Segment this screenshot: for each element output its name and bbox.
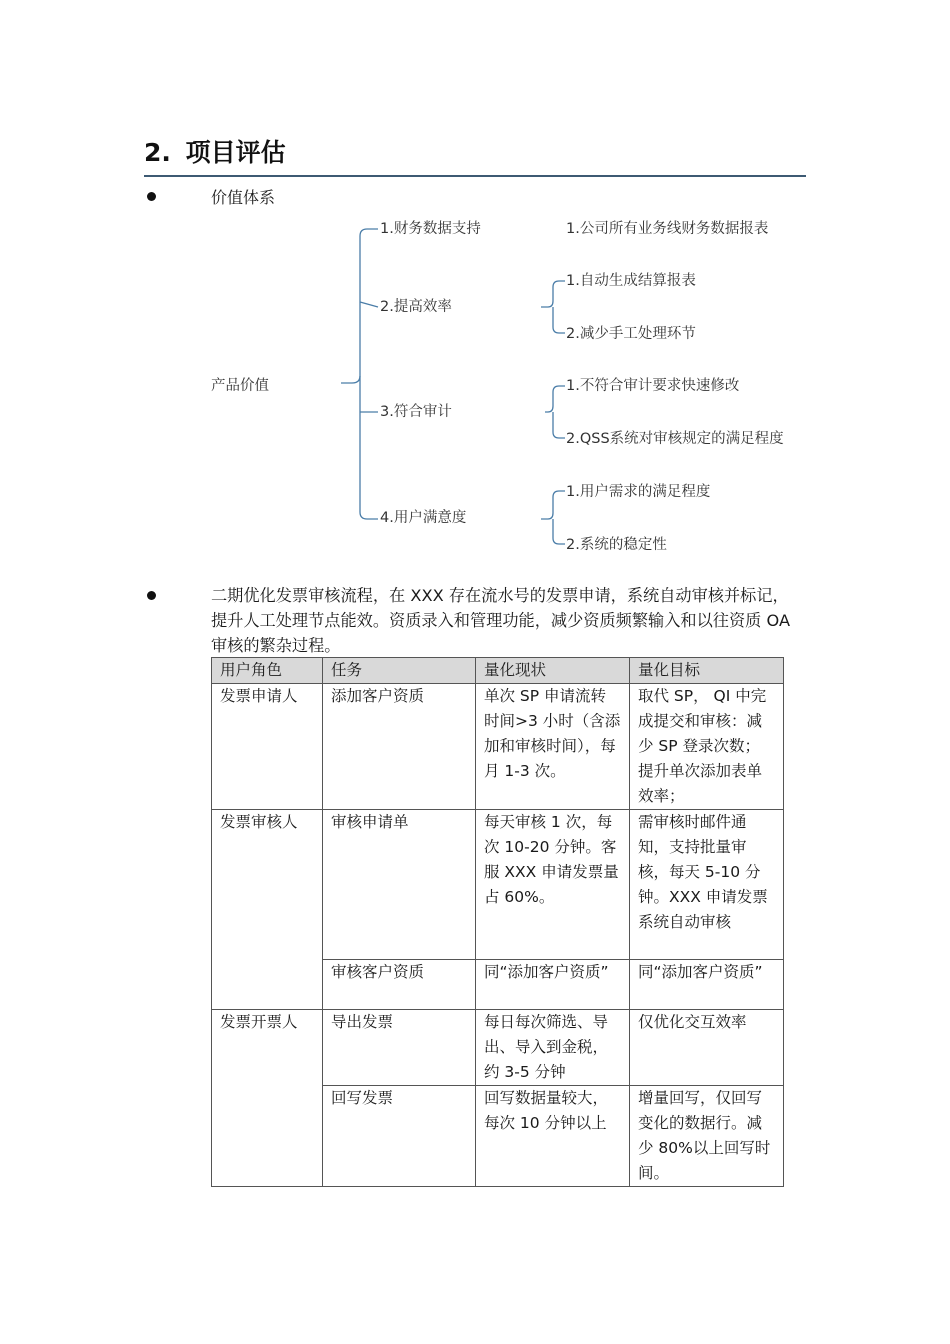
cell-task: 回写发票: [323, 1086, 476, 1187]
cell-status: 每天审核 1 次，每次 10-20 分钟。客服 XXX 申请发票量占 60%。: [476, 810, 630, 960]
cell-target: 增量回写，仅回写变化的数据行。减少 80%以上回写时间。: [630, 1086, 784, 1187]
connector-b3-c2: [553, 412, 565, 438]
column-header: 用户角色: [212, 658, 323, 684]
table-header-row: [212, 658, 784, 684]
column-header: 任务: [323, 658, 476, 684]
cell-role: 发票申请人: [212, 684, 323, 810]
cell-task: 添加客户资质: [323, 684, 476, 810]
branch-child: 2.QSS系统对审核规定的满足程度: [566, 431, 784, 447]
branch-child: 2.系统的稳定性: [566, 537, 667, 553]
quantification-table: [211, 657, 784, 1187]
table-row: [212, 684, 784, 810]
cell-status: 单次 SP 申请流转时间>3 小时（含添加和审核时间），每月 1-3 次。: [476, 684, 630, 810]
cell-status: 回写数据量较大，每次 10 分钟以上: [476, 1086, 630, 1187]
cell-task: 审核客户资质: [323, 960, 476, 1010]
section-title: 项目评估: [185, 138, 286, 167]
mindmap-connectors: [0, 0, 950, 600]
table-row: [212, 810, 784, 960]
section-number: 2.: [144, 138, 171, 167]
branch-label: 4.用户满意度: [380, 510, 467, 526]
connector-b2-c2: [553, 307, 565, 333]
cell-role: 发票开票人: [212, 1010, 323, 1187]
value-mindmap: [0, 0, 950, 600]
branch-child: 1.公司所有业务线财务数据报表: [566, 221, 769, 237]
column-header: 量化目标: [630, 658, 784, 684]
branch-child: 2.减少手工处理环节: [566, 326, 696, 342]
cell-status: 每日每次筛选、导出、导入到金税，约 3-5 分钟: [476, 1010, 630, 1086]
connector-b4-c2: [553, 519, 565, 544]
cell-target: 需审核时邮件通知，支持批量审核，每天 5-10 分钟。XXX 申请发票系统自动审核: [630, 810, 784, 960]
bullet-value-system: 价值体系: [211, 188, 276, 207]
column-header: 量化现状: [476, 658, 630, 684]
connector-root-branch2: [360, 302, 378, 307]
branch-child: 1.不符合审计要求快速修改: [566, 378, 740, 394]
branch-child: 1.用户需求的满足程度: [566, 484, 711, 500]
cell-role: 发票审核人: [212, 810, 323, 1010]
connector-root-branch4: [360, 376, 378, 519]
cell-task: 导出发票: [323, 1010, 476, 1086]
connector-b3-c1: [545, 386, 565, 412]
connector-b2-c1: [541, 281, 565, 307]
branch-label: 1.财务数据支持: [380, 221, 481, 237]
cell-status: 同“添加客户资质”: [476, 960, 630, 1010]
branch-label: 2.提高效率: [380, 299, 452, 315]
cell-target: 同“添加客户资质”: [630, 960, 784, 1010]
mindmap-root: 产品价值: [211, 378, 269, 394]
cell-target: 取代 SP， QI 中完成提交和审核：减少 SP 登录次数；提升单次添加表单效率；: [630, 684, 784, 810]
bullet-dot: [147, 591, 156, 600]
bullet-invoice-optimization: 二期优化发票审核流程，在 XXX 存在流水号的发票申请，系统自动审核并标记，提升人工处理节点能效。资质录入和管理功能，减少资质频繁输入和以往资质 OA 审核的繁杂过程。: [211, 586, 791, 655]
cell-task: 审核申请单: [323, 810, 476, 960]
branch-label: 3.符合审计: [380, 404, 452, 420]
cell-target: 仅优化交互效率: [630, 1010, 784, 1086]
table-row: [212, 1010, 784, 1086]
branch-child: 1.自动生成结算报表: [566, 273, 696, 289]
connector-b4-c1: [541, 491, 565, 519]
